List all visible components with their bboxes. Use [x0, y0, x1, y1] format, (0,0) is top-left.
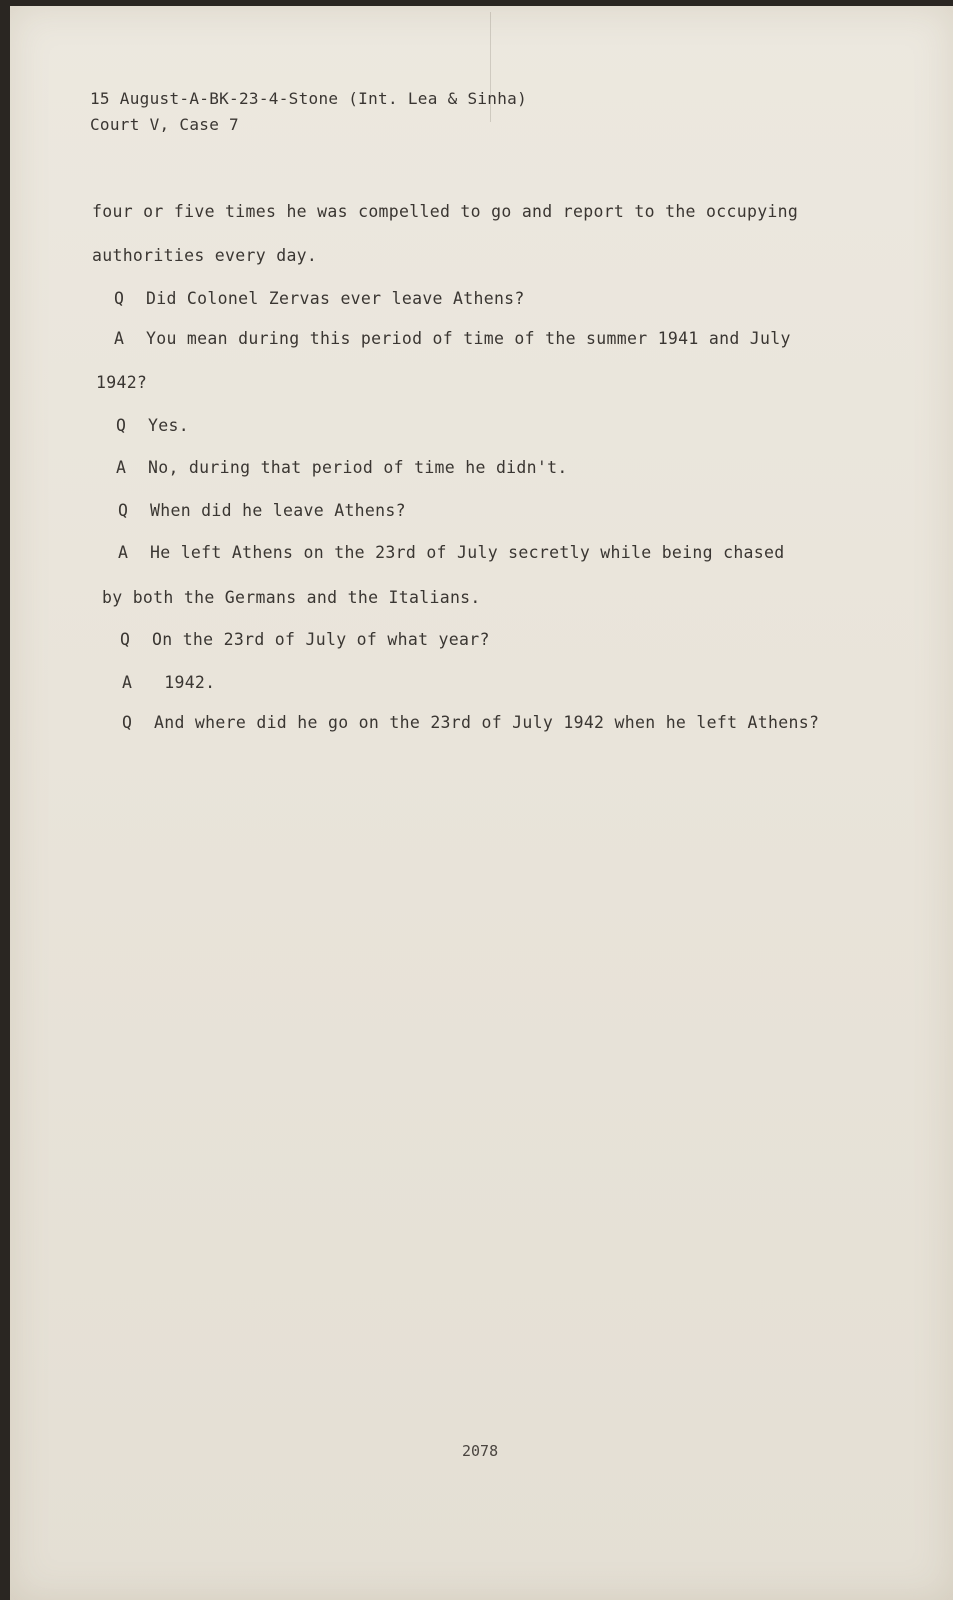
- transcript-line: [102, 588, 481, 607]
- line-text: You mean during this period of time of the summer 1941 and July: [146, 329, 791, 348]
- line-text: And where did he go on the 23rd of July 1942 when he left Athens?: [154, 713, 820, 732]
- speaker-label: A: [116, 458, 127, 477]
- transcript-line: [114, 289, 525, 308]
- line-text: He left Athens on the 23rd of July secretly while being chased: [150, 543, 785, 562]
- line-text: by both the Germans and the Italians.: [102, 588, 481, 607]
- line-text: authorities every day.: [92, 246, 318, 265]
- line-text: Did Colonel Zervas ever leave Athens?: [146, 289, 525, 308]
- transcript-line: [118, 543, 785, 562]
- header-court: Court V, Case 7: [90, 115, 239, 134]
- line-text: Yes.: [148, 416, 189, 435]
- line-text: On the 23rd of July of what year?: [152, 630, 490, 649]
- document-page: [10, 6, 953, 1600]
- speaker-label: Q: [122, 713, 133, 732]
- speaker-label: Q: [114, 289, 125, 308]
- speaker-label: A: [114, 329, 125, 348]
- line-text: four or five times he was compelled to go and report to the occupying: [92, 202, 799, 221]
- transcript-line: [116, 458, 568, 477]
- speaker-label: A: [122, 673, 133, 692]
- document-header: [90, 86, 527, 138]
- transcript-line: [122, 713, 819, 732]
- transcript-line: [116, 416, 189, 435]
- page-number: 2078: [462, 1442, 499, 1460]
- transcript-line: [120, 630, 490, 649]
- header-case-reference: 15 August-A-BK-23-4-Stone (Int. Lea & Sinha): [90, 89, 528, 108]
- transcript-line: [118, 501, 406, 520]
- transcript-line: [122, 673, 215, 692]
- line-text: 1942?: [96, 373, 148, 392]
- speaker-label: A: [118, 543, 129, 562]
- speaker-label: Q: [118, 501, 129, 520]
- transcript-line: [96, 373, 147, 392]
- transcript-line: [114, 329, 791, 348]
- line-text: 1942.: [154, 673, 216, 692]
- line-text: When did he leave Athens?: [150, 501, 406, 520]
- line-text: No, during that period of time he didn't.: [148, 458, 568, 477]
- speaker-label: Q: [116, 416, 127, 435]
- speaker-label: Q: [120, 630, 131, 649]
- transcript-line: [92, 202, 798, 221]
- transcript-line: [92, 246, 317, 265]
